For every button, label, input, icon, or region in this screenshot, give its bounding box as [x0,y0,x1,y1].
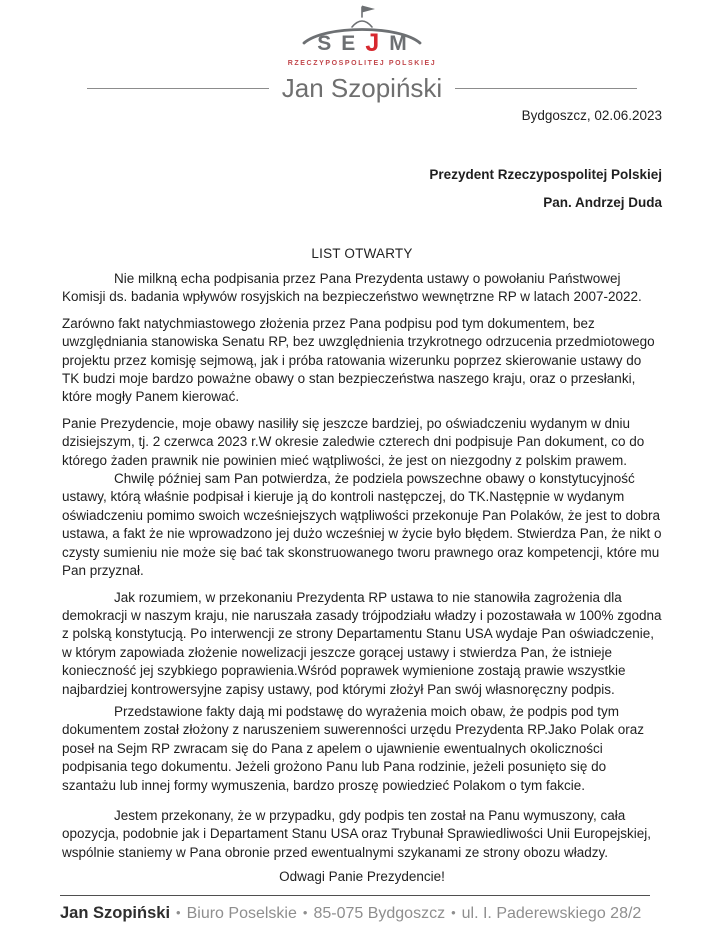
recipient-name: Pan. Andrzej Duda [543,195,662,210]
sejm-subtitle: RZECZYPOSPOLITEJ POLSKIEJ [287,60,437,67]
letter-body [62,270,662,862]
sejm-letter: E [341,32,356,55]
recipient-block [62,167,662,210]
paragraph-7: Jestem przekonany, że w przypadku, gdy podpis ten został na Panu wymuszony, cała opozycja, podobnie jak i Departament Stanu USA oraz Trybunał Sprawiedliwości Unii Europejskiej, wspólnie staniemy w Pana obronie przed ewentualnymi szykanami ze strony obozu władzy. [62,807,652,860]
footer-office: Biuro Poselskie [186,905,297,922]
left-rule [87,88,269,89]
paragraph-2: Zarówno fakt natychmiastowego złożenia przez Pana podpisu pod tym dokumentem, bez uwzględniania stanowiska Senatu RP, bez uwzględnienia trzykrotnego odrzucenia przedmiotowego projektu przez komisję sejmową, jak i próba ratowania wizerunku poprzez skierowanie ustawy do TK budzi moje bardzo poważne obawy o stan bezpieczeństwa naszego kraju, oraz o przesłanki, które mogły Panem kierować. [62,315,655,405]
footer [60,895,650,923]
bullet-separator: • [451,905,456,920]
footer-city: 85-075 Bydgoszcz [313,905,446,922]
right-rule [455,88,637,89]
recipient-title: Prezydent Rzeczypospolitej Polskiej [429,167,662,182]
sejm-letter: S [317,32,332,55]
author-name: Jan Szopiński [281,73,443,103]
paragraph-1: Nie milkną echa podpisania przez Pana Prezydenta ustawy o powołaniu Państwowej Komisji ds. badania wpływów rosyjskich na bezpieczeństwo wewnętrzne RP w latach 2007-2022. [62,271,642,305]
bullet-separator: • [176,905,181,920]
paragraph-6: Przedstawione fakty dają mi podstawę do wyrażenia moich obaw, że podpis pod tym dokumentem został złożony z naruszeniem suwerenności urzędu Prezydenta RP.Jako Polak oraz poseł na Sejm RP zwracam się do Pana z apelem o ujawnienie ewentualnych okoliczności podpisania tego dokumentu. Jeżeli grożono Panu lub Pana rodzinie, jeżeli posunięto się do szantażu lub innej formy wymuszenia, bardzo proszę powiedzieć Polakom o tym fakcie. [62,703,645,793]
paragraph-5: Jak rozumiem, w przekonaniu Prezydenta RP ustawa to nie stanowiła zagrożenia dla demokracji w naszym kraju, nie naruszała zasady trójpodziału władzy i pozostawała w 100% zgodna z polską konstytucją. Po interwencji ze strony Departamentu Stanu USA wydaje Pan oświadczenie, w którym zapowiada złożenie nowelizacji jeszcze gorącej ustawy i stwierdza Pan, że istnieje konieczność jej szybkiego poprawienia.Wśród poprawek wymienione zostają prawie wszystkie najbardziej kontrowersyjne zapisy ustawy, pod którymi złożył Pan swój własnoręczny podpis. [62,589,662,697]
footer-author-name: Jan Szopiński [60,904,171,922]
paragraph-3: Panie Prezydencie, moje obawy nasiliły się jeszcze bardziej, po oświadczeniu wydanym w dniu dzisiejszym, tj. 2 czerwca 2023 r.W okresie zaledwie czterech dni podpisuje Pan dokument, co do którego żaden prawnik nie powinien mieć wątpliwości, że jest on niezgodny z polskim prawem. [62,415,645,468]
sejm-letter-red-j: J [365,29,380,57]
bullet-separator: • [302,905,308,920]
sejm-wordmark [62,28,662,58]
paragraph-4: Chwilę później sam Pan potwierdza, że podziela powszechne obawy o konstytucyjność ustawy, którą właśnie podpisał i kieruje ją do kontroli następczej, do TK.Następnie w wydanym oświadczeniu pomimo swoich wcześniejszych wątpliwości przekonuje Pan Polaków, że jest to dobra ustawa, a fakt że nie wprowadzono jej dużo wcześniej w życie było błędem. Stwierdza Pan, że nikt o czysty sumieniu nie może się bać tak skonstruowanego tworu prawnego oraz kompetencji, które mu Pan przyznał. [62,471,662,579]
author-name-band [62,73,662,104]
place-date: Bydgoszcz, 02.06.2023 [521,108,662,123]
footer-street: ul. I. Paderewskiego 28/2 [461,905,642,922]
closing-line: Odwagi Panie Prezydencie! [279,869,445,885]
sejm-letter: M [389,32,407,55]
sejm-logo [62,0,662,68]
letter-title: LIST OTWARTY [311,246,413,261]
